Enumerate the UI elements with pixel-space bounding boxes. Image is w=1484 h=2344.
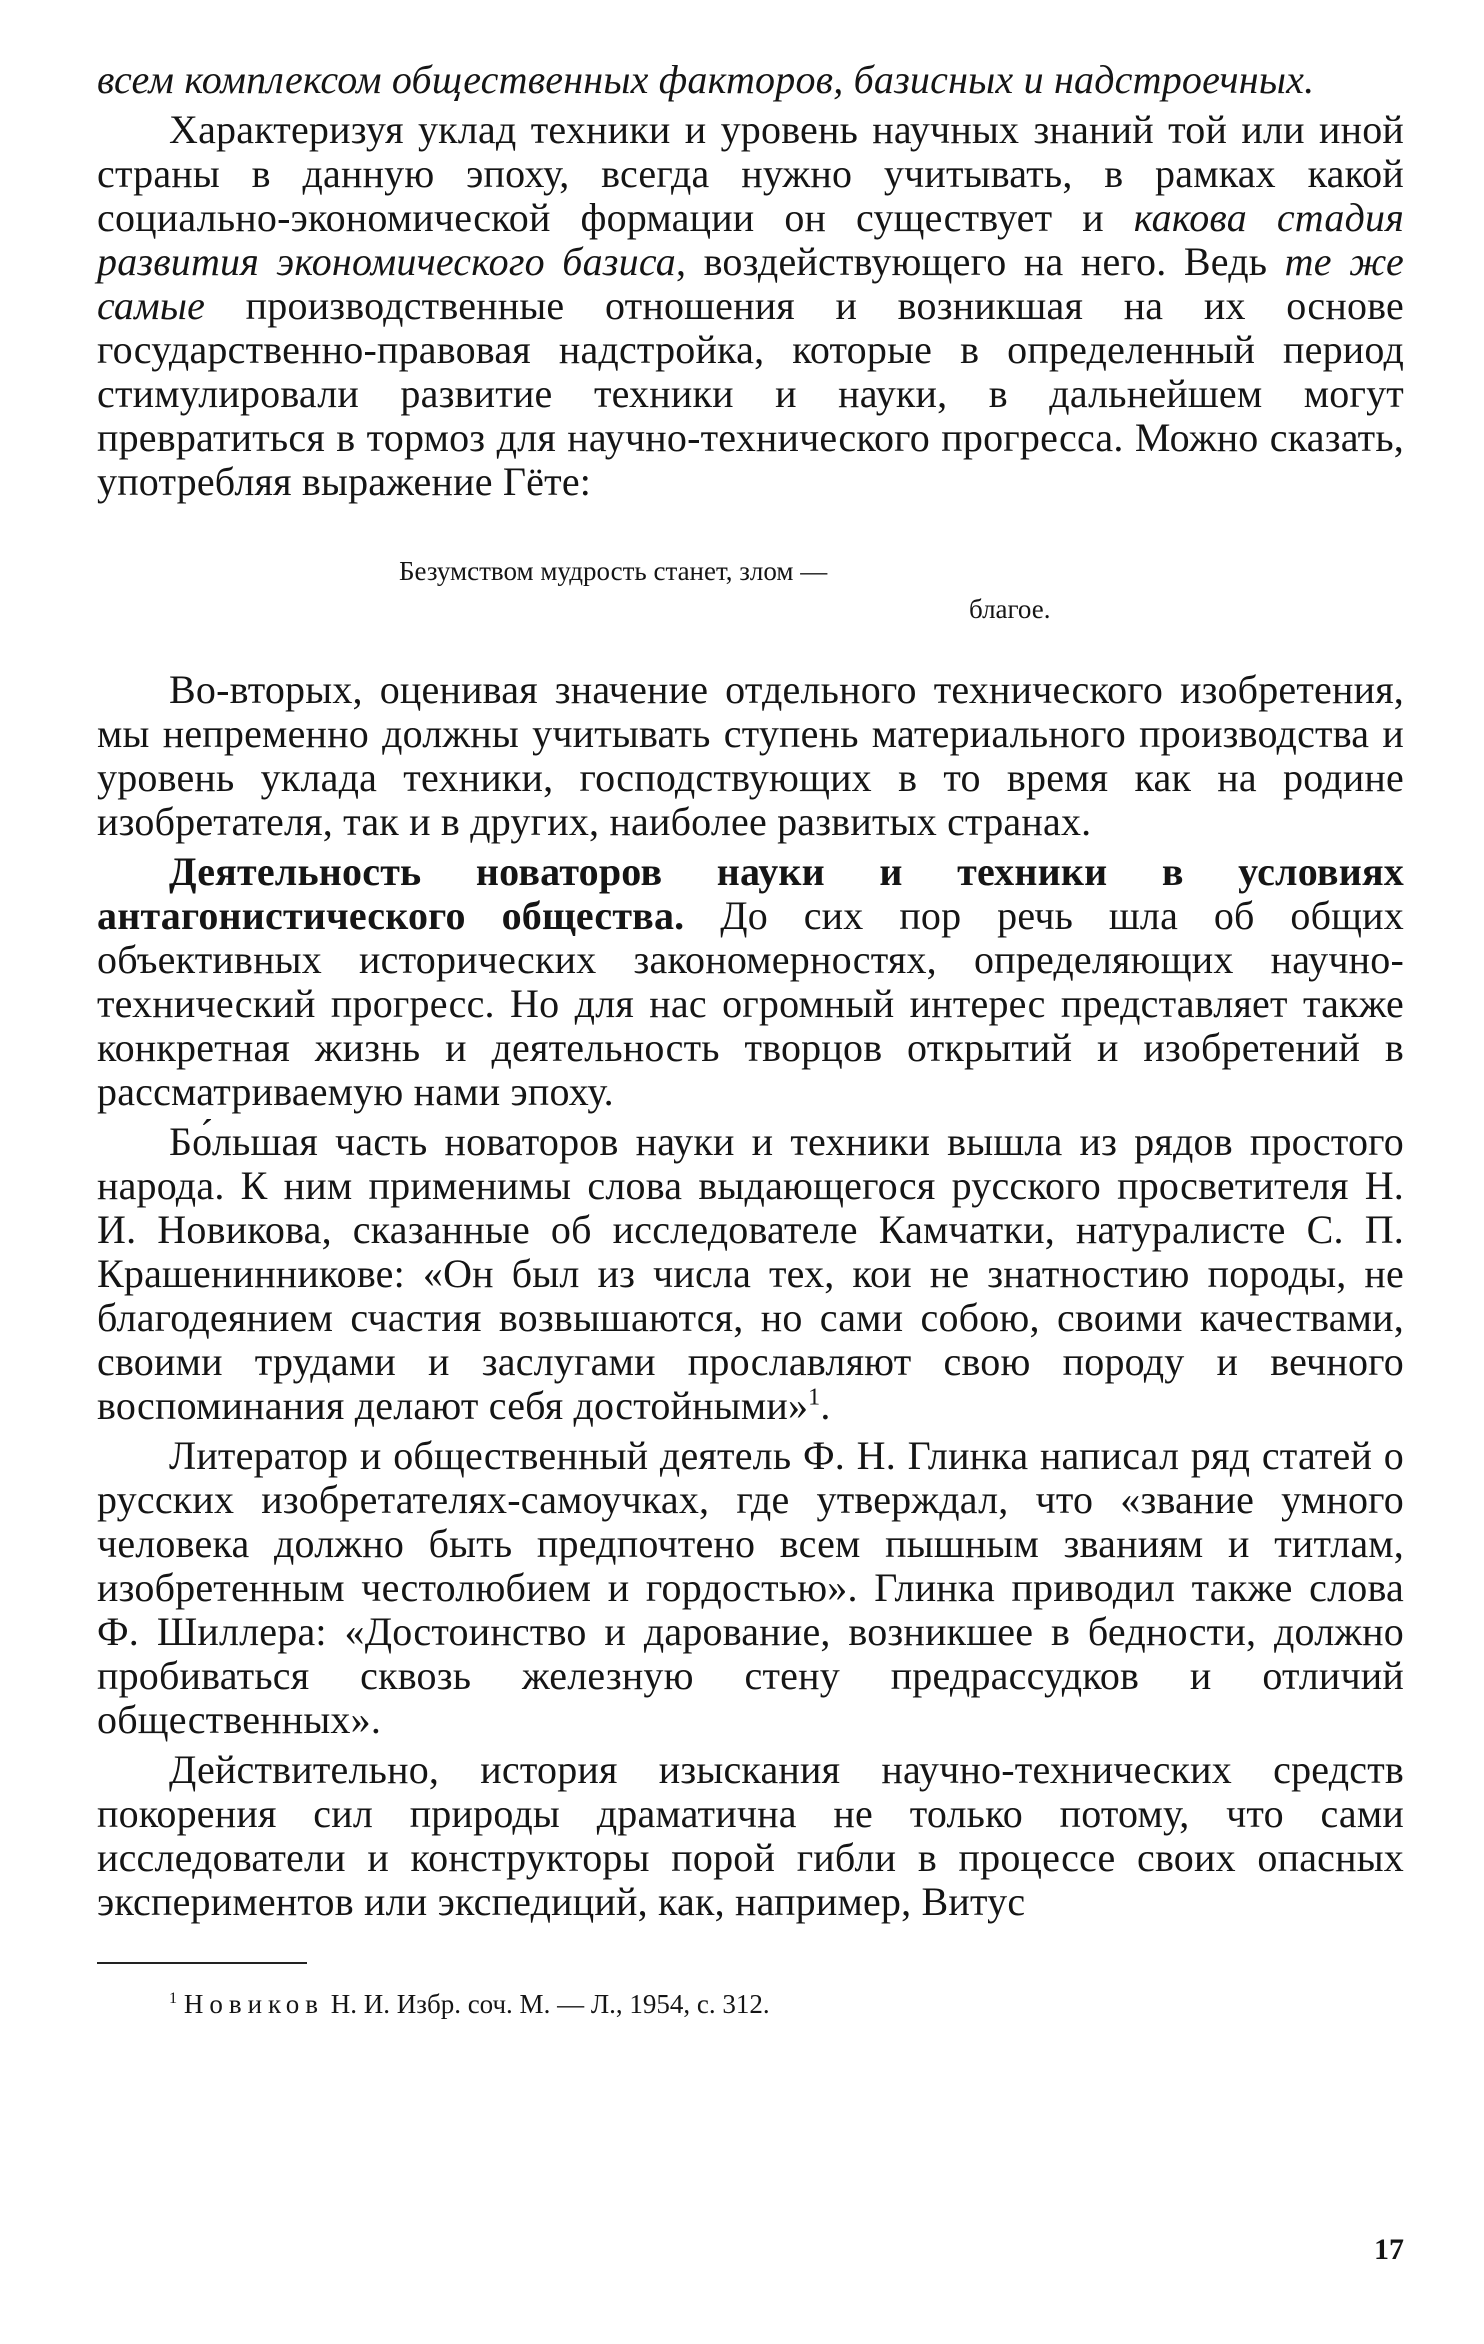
footnote-author: Новиков <box>183 1989 325 2019</box>
footnote <box>169 1986 1404 2022</box>
goethe-quote <box>97 552 1404 628</box>
paragraph-novikov <box>97 1120 1404 1428</box>
paragraph-innovators <box>97 850 1404 1114</box>
text-run: . <box>820 1383 831 1428</box>
footnote-divider <box>97 1962 307 1964</box>
paragraph-secondly: Во-вторых, оценивая значение отдельного технического изобретения, мы непременно должны учитывать ступень материального производства и уровень уклада техники, господствующих в то время как на родине изобретателя, так и в других, наиболее развитых странах. <box>97 667 1404 844</box>
emphasis-text: какова стадия развития экономического базиса <box>97 195 1404 284</box>
paragraph-continuation: всем комплексом общественных факторов, базисных и надстроечных. <box>97 57 1315 102</box>
text-run: Характеризуя уклад техники и уровень научных знаний той или иной страны в данную эпоху, всегда нужно учитывать, в рамках какой социально-экономической формации он существует и <box>97 107 1404 240</box>
paragraph-glinka: Литератор и общественный деятель Ф. Н. Глинка написал ряд статей о русских изобретателях-самоучках, где утверждал, что «звание умного человека должно быть предпочтено всем пышным званиям и титлам, изобретенным честолюбием и гордостью». Глинка приводил также слова Ф. Шиллера: «Достоинство и дарование, возникшее в бедности, должно пробиваться сквозь железную стену предрассудков и отличий общественных». <box>97 1433 1404 1742</box>
page-number: 17 <box>1374 2233 1404 2266</box>
footnote-text: Н. И. Избр. соч. М. — Л., 1954, с. 312. <box>324 1989 770 2019</box>
text-run: , воздействующего на него. Ведь <box>675 239 1285 284</box>
paragraph-indeed: Действительно, история изыскания научно-технических средств покорения сил природы драматична не только потому, что сами исследователи и конструкторы порой гибли в процессе своих опасных экспериментов или экспедиций, как, например, Витус <box>97 1747 1404 1924</box>
text-run: До сих пор речь шла об общих объективных исторических закономерностях, определяющих научно-технический прогресс. Но для нас огромный интерес представляет также конкретная жизнь и деятельность творцов открытий и изобретений в рассматриваемую нами эпоху. <box>97 893 1404 1114</box>
page-body <box>97 58 1404 2022</box>
text-run: Бо́льшая часть новаторов науки и техники вышла из рядов простого народа. К ним применимы слова выдающегося русского просветителя Н. И. Новикова, сказанные об исследователе Камчатки, натуралисте С. П. Крашенинникове: «Он был из числа тех, кои не знатностию породы, не благодеянием счастия возвышаются, но сами собою, своими качествами, своими трудами и заслугами прославляют свою породу и вечного воспоминания делают себя достойными» <box>97 1119 1404 1428</box>
emphasis-text: те же самые <box>97 239 1405 328</box>
section-heading: Деятельность новаторов науки и техники в условиях антагонистического общества. <box>97 849 1404 938</box>
quote-line-2: благое. <box>969 594 1051 624</box>
text-run: производственные отношения и возникшая на их основе государственно-правовая надстройка, которые в определенный период стимулировали развитие техники и науки, в дальнейшем могут превратиться в тормоз для научно-технического прогресса. Можно сказать, употребляя выражение Гёте: <box>97 283 1404 504</box>
footnote-mark: 1 <box>169 1989 178 2007</box>
paragraph-technology-level <box>97 108 1404 504</box>
quote-line-1: Безумством мудрость станет, злом — <box>399 556 828 586</box>
footnote-ref[interactable]: 1 <box>808 1384 821 1411</box>
